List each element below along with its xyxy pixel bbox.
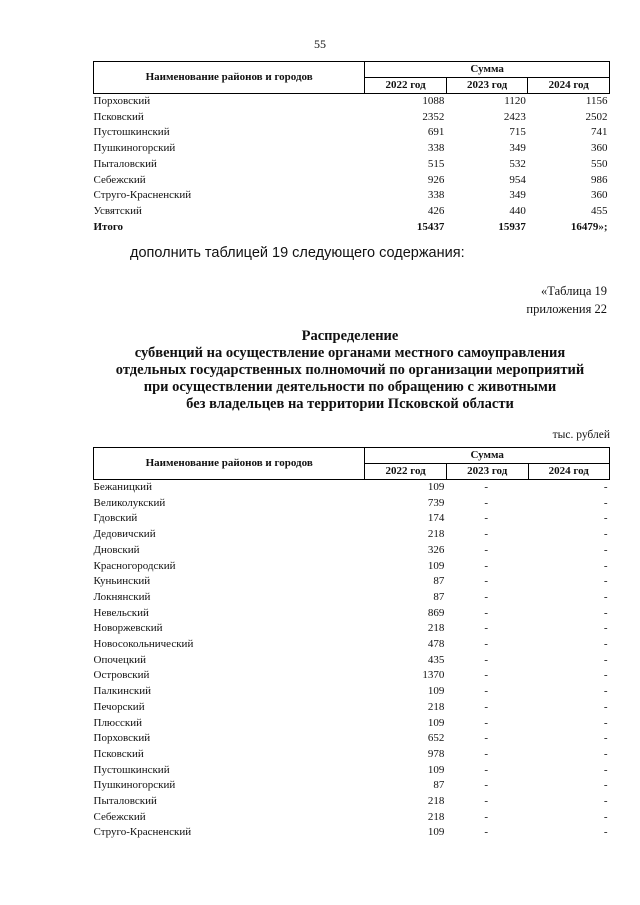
- table-row: [94, 480, 610, 496]
- district-name-cell: Гдовский: [93, 512, 138, 525]
- district-name-cell: Великолукский: [93, 496, 166, 509]
- value-2023-cell: -: [484, 826, 489, 839]
- title-line: субвенций на осуществление органами местного самоуправления: [134, 345, 566, 361]
- value-2024-cell: 986: [591, 173, 608, 186]
- value-2022-cell: 87: [433, 590, 445, 603]
- table-row: [94, 590, 610, 606]
- value-2024-cell: -: [603, 810, 608, 823]
- value-2024-cell: 360: [591, 142, 608, 155]
- table-row: [94, 110, 610, 126]
- district-name-cell: Опочецкий: [93, 653, 146, 666]
- value-2023-cell: -: [484, 543, 489, 556]
- value-2022-cell: 691: [427, 126, 445, 139]
- subvention-distribution-table: [93, 447, 610, 841]
- value-2023-cell: -: [484, 512, 489, 525]
- value-2023-cell: -: [484, 575, 489, 588]
- table-row: [94, 559, 610, 575]
- value-2024-cell: -: [603, 575, 608, 588]
- district-name-cell: Куньинский: [93, 575, 151, 588]
- column-header-name: Наименование районов и городов: [94, 62, 365, 94]
- table-reference-line-2: приложения 22: [526, 302, 607, 316]
- district-name-cell: Невельский: [93, 606, 149, 619]
- district-name-cell: Новоржевский: [93, 622, 163, 635]
- table-row: [94, 731, 610, 747]
- value-2023-cell: -: [484, 779, 489, 792]
- table-row: [94, 747, 610, 763]
- table-reference-line-1: «Таблица 19: [541, 284, 607, 298]
- page-number: 55: [314, 37, 326, 51]
- column-header-2022: 2022 год: [365, 78, 447, 94]
- table-row: [94, 496, 610, 512]
- table-row: [94, 716, 610, 732]
- value-2022-cell: 978: [427, 747, 445, 760]
- value-2022-cell: 338: [427, 189, 445, 202]
- value-2023-cell: -: [484, 685, 489, 698]
- district-name-cell: Пыталовский: [93, 157, 157, 170]
- value-2023-cell: -: [484, 559, 489, 572]
- value-2024-cell: -: [603, 779, 608, 792]
- value-2022-cell: 478: [427, 638, 445, 651]
- value-2024-cell: -: [603, 826, 608, 839]
- value-2023-cell: -: [484, 653, 489, 666]
- district-name-cell: Псковский: [93, 747, 144, 760]
- value-2023-cell: -: [484, 763, 489, 776]
- value-2022-cell: 869: [427, 606, 445, 619]
- value-2023-cell: -: [484, 638, 489, 651]
- value-2024-cell: -: [603, 795, 608, 808]
- value-2022-cell: 218: [427, 528, 445, 541]
- table-row: [94, 204, 610, 220]
- value-2024-cell: -: [603, 763, 608, 776]
- value-2022-cell: 109: [427, 685, 445, 698]
- value-2023-cell: 715: [509, 126, 526, 139]
- value-2024-cell: 550: [591, 157, 608, 170]
- value-2024-cell: 741: [591, 126, 608, 139]
- table-row: [94, 94, 610, 110]
- value-2022-cell: 652: [427, 732, 445, 745]
- value-2023-cell: 349: [509, 142, 526, 155]
- value-2024-cell: -: [603, 716, 608, 729]
- value-2023-cell: 954: [509, 173, 526, 186]
- value-2023-cell: 2423: [503, 110, 526, 123]
- column-header-name: Наименование районов и городов: [94, 448, 365, 480]
- district-name-cell: Дедовичский: [93, 528, 156, 541]
- district-name-cell: Себежский: [93, 810, 146, 823]
- district-name-cell: Псковский: [93, 110, 144, 123]
- value-2024-cell: 360: [591, 189, 608, 202]
- value-2024-cell: -: [603, 622, 608, 635]
- value-2022-cell: 426: [427, 204, 445, 217]
- district-name-cell: Пушкиногорский: [93, 142, 176, 155]
- document-title: [0, 328, 640, 413]
- table-row: [94, 527, 610, 543]
- table-row: [94, 700, 610, 716]
- value-2022-cell: 109: [427, 559, 445, 572]
- value-2023-cell: 1120: [504, 95, 526, 107]
- table-row: [94, 188, 610, 204]
- column-header-2024: 2024 год: [528, 78, 610, 94]
- district-name-cell: Дновский: [93, 543, 140, 556]
- title-line: без владельцев на территории Псковской области: [186, 396, 514, 412]
- value-2022-cell: 1370: [422, 669, 445, 682]
- title-line: Распределение: [301, 328, 399, 344]
- value-2022-cell: 926: [427, 173, 445, 186]
- value-2022-cell: 218: [427, 622, 445, 635]
- title-line: при осуществлении деятельности по обращению с животными: [143, 379, 557, 395]
- value-2023-cell: -: [484, 732, 489, 745]
- value-2023-cell: -: [484, 747, 489, 760]
- district-name-cell: Усвятский: [93, 204, 142, 217]
- value-2022-cell: 87: [433, 575, 445, 588]
- value-2023-cell: -: [484, 528, 489, 541]
- value-2024-cell: -: [603, 653, 608, 666]
- value-2023-cell: 15937: [498, 220, 526, 233]
- value-2023-cell: 440: [509, 204, 526, 217]
- table-row: [94, 543, 610, 559]
- value-2022-cell: 2352: [422, 110, 445, 123]
- value-2023-cell: 532: [509, 157, 526, 170]
- district-name-cell: Порховский: [93, 95, 151, 107]
- value-2024-cell: -: [603, 496, 608, 509]
- table-row: [94, 606, 610, 622]
- column-header-2024: 2024 год: [528, 464, 609, 480]
- value-2024-cell: -: [603, 543, 608, 556]
- district-name-cell: Плюсский: [93, 716, 143, 729]
- table-row: [94, 173, 610, 189]
- value-2024-cell: 1156: [585, 95, 608, 107]
- table-row: [94, 574, 610, 590]
- value-2024-cell: -: [603, 638, 608, 651]
- value-2024-cell: -: [603, 481, 608, 493]
- value-2022-cell: 218: [427, 795, 445, 808]
- value-2024-cell: 2502: [585, 110, 608, 123]
- value-2024-cell: 16479»;: [570, 220, 608, 233]
- table-row: [94, 810, 610, 826]
- district-name-cell: Новосокольнический: [93, 638, 194, 651]
- value-2022-cell: 109: [427, 763, 445, 776]
- value-2023-cell: -: [484, 669, 489, 682]
- column-header-2023: 2023 год: [446, 78, 528, 94]
- value-2022-cell: 218: [427, 810, 445, 823]
- value-2022-cell: 326: [427, 543, 445, 556]
- column-header-sum: Сумма: [365, 62, 610, 78]
- district-name-cell: Пустошкинский: [93, 126, 170, 139]
- district-name-cell: Бежаницкий: [93, 481, 152, 493]
- table-row: [94, 763, 610, 779]
- column-header-2023: 2023 год: [446, 464, 528, 480]
- value-2023-cell: -: [484, 622, 489, 635]
- value-2023-cell: -: [484, 810, 489, 823]
- district-name-cell: Палкинский: [93, 685, 152, 698]
- value-2023-cell: -: [484, 716, 489, 729]
- district-name-cell: Островский: [93, 669, 150, 682]
- column-header-2022: 2022 год: [365, 464, 446, 480]
- value-2023-cell: -: [484, 590, 489, 603]
- value-2023-cell: -: [484, 606, 489, 619]
- paragraph-text: дополнить таблицей 19 следующего содержания:: [130, 245, 465, 261]
- table-row: [94, 621, 610, 637]
- value-2023-cell: -: [484, 496, 489, 509]
- district-name-cell: Порховский: [93, 732, 151, 745]
- table-row: [94, 794, 610, 810]
- table-row: [94, 653, 610, 669]
- value-2022-cell: 15437: [416, 220, 445, 233]
- table-row: [94, 825, 610, 841]
- value-2024-cell: -: [603, 606, 608, 619]
- district-name-cell: Красногородский: [93, 559, 176, 572]
- value-2022-cell: 109: [427, 826, 445, 839]
- district-name-cell: Печорский: [93, 700, 145, 713]
- column-header-sum: Сумма: [365, 448, 610, 464]
- district-name-cell: Локнянский: [93, 590, 151, 603]
- value-2022-cell: 109: [427, 481, 445, 493]
- value-2024-cell: -: [603, 590, 608, 603]
- district-name-cell: Пушкиногорский: [93, 779, 176, 792]
- value-2022-cell: 515: [427, 157, 445, 170]
- value-2022-cell: 1088: [422, 95, 445, 107]
- value-2023-cell: -: [484, 795, 489, 808]
- table-row: [94, 778, 610, 794]
- value-2022-cell: 87: [433, 779, 445, 792]
- value-2023-cell: -: [484, 481, 489, 493]
- value-2024-cell: 455: [591, 204, 608, 217]
- district-name-cell: Пустошкинский: [93, 763, 170, 776]
- table-row: [94, 668, 610, 684]
- district-sums-table-continued: [93, 61, 610, 235]
- title-line: отдельных государственных полномочий по организации мероприятий: [115, 362, 585, 378]
- value-2024-cell: -: [603, 528, 608, 541]
- table-row: [94, 125, 610, 141]
- district-name-cell: Струго-Красненский: [93, 189, 192, 202]
- value-2024-cell: -: [603, 559, 608, 572]
- table-row: [94, 684, 610, 700]
- table-row: [94, 141, 610, 157]
- district-name-cell: Итого: [93, 220, 124, 233]
- table-row: [94, 637, 610, 653]
- value-2024-cell: -: [603, 747, 608, 760]
- table-row: [94, 511, 610, 527]
- value-2023-cell: -: [484, 700, 489, 713]
- units-label: тыс. рублей: [552, 429, 610, 441]
- district-name-cell: Себежский: [93, 173, 146, 186]
- value-2024-cell: -: [603, 512, 608, 525]
- total-row: [94, 220, 610, 236]
- value-2022-cell: 435: [427, 653, 445, 666]
- value-2022-cell: 218: [427, 700, 445, 713]
- value-2022-cell: 739: [427, 496, 445, 509]
- district-name-cell: Струго-Красненский: [93, 826, 192, 839]
- value-2024-cell: -: [603, 732, 608, 745]
- value-2024-cell: -: [603, 669, 608, 682]
- value-2024-cell: -: [603, 685, 608, 698]
- district-name-cell: Пыталовский: [93, 795, 157, 808]
- value-2023-cell: 349: [509, 189, 526, 202]
- value-2022-cell: 174: [427, 512, 445, 525]
- value-2024-cell: -: [603, 700, 608, 713]
- value-2022-cell: 109: [427, 716, 445, 729]
- table-row: [94, 157, 610, 173]
- value-2022-cell: 338: [427, 142, 445, 155]
